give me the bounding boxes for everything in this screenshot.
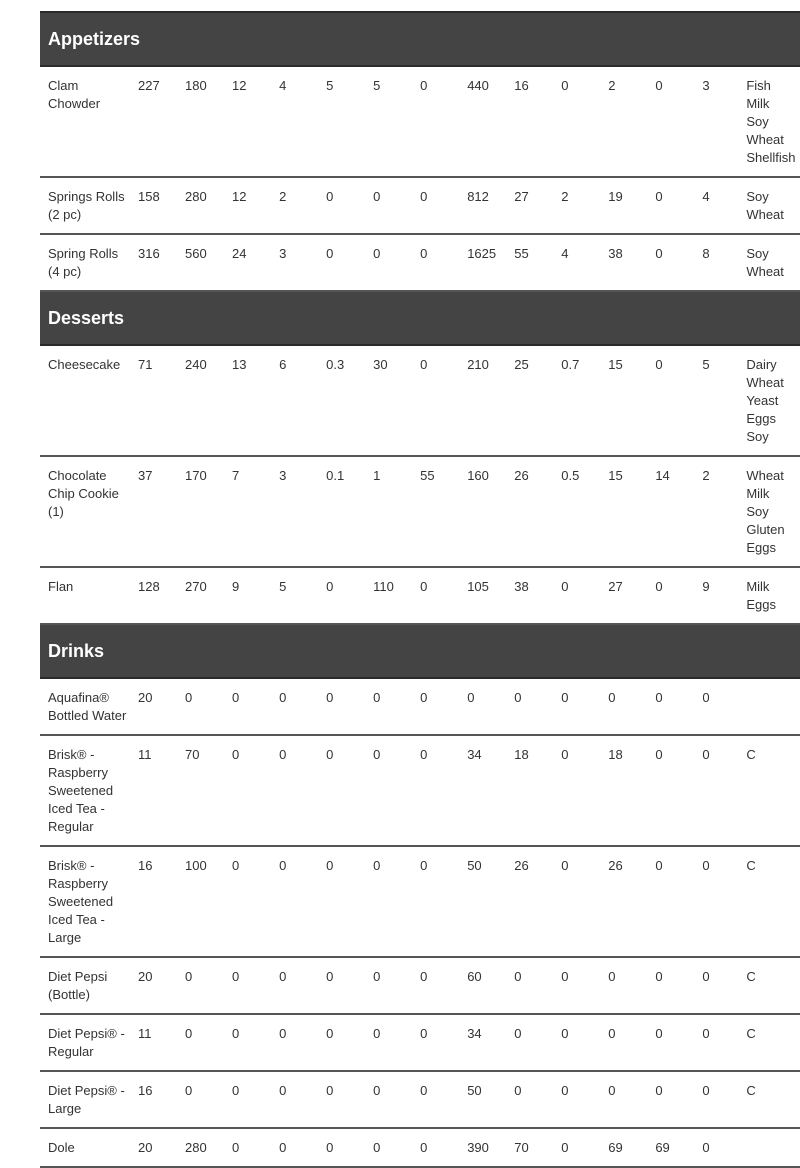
nutrient-value-cell: 0 (177, 957, 224, 1014)
nutrient-value-cell: 0 (318, 1071, 365, 1128)
nutrient-value-cell: 0 (506, 678, 553, 735)
nutrient-value-cell: 0 (600, 678, 647, 735)
nutrient-value-cell: 0 (365, 1128, 412, 1167)
nutrient-value-cell: 0 (647, 345, 694, 456)
item-name-cell: Flan (40, 567, 130, 624)
nutrient-value-cell: 0 (647, 957, 694, 1014)
nutrient-value-cell: 5 (271, 567, 318, 624)
nutrient-value-cell: 0 (694, 1128, 738, 1167)
allergen-cell: Fish Milk Soy Wheat Shellfish (738, 66, 800, 177)
nutrient-value-cell: 0 (553, 1071, 600, 1128)
section-title: Desserts (40, 291, 800, 345)
nutrient-value-cell: 0 (412, 1128, 459, 1167)
allergen-cell: Wheat Milk Soy Gluten Eggs (738, 456, 800, 567)
nutrient-value-cell: 0 (412, 234, 459, 291)
nutrient-value-cell: 9 (224, 567, 271, 624)
nutrient-value-cell: 50 (459, 1071, 506, 1128)
nutrient-value-cell: 0 (553, 735, 600, 846)
nutrient-value-cell: 37 (130, 456, 177, 567)
nutrient-value-cell: 0 (271, 1014, 318, 1071)
nutrient-value-cell: 240 (177, 345, 224, 456)
allergen-cell: Milk Eggs (738, 567, 800, 624)
nutrient-value-cell: 0 (318, 735, 365, 846)
nutrient-value-cell: 8 (694, 234, 738, 291)
nutrient-value-cell: 0 (224, 1014, 271, 1071)
nutrient-value-cell: 0 (553, 957, 600, 1014)
allergen-cell: C (738, 1014, 800, 1071)
nutrient-value-cell: 0 (224, 1071, 271, 1128)
allergen-cell: C (738, 1071, 800, 1128)
nutrient-value-cell: 71 (130, 345, 177, 456)
nutrient-value-cell: 0 (365, 846, 412, 957)
nutrient-value-cell: 69 (600, 1128, 647, 1167)
nutrient-value-cell: 0 (506, 1071, 553, 1128)
nutrient-value-cell: 0 (318, 234, 365, 291)
nutrient-value-cell: 0 (318, 846, 365, 957)
allergen-cell (738, 678, 800, 735)
nutrient-value-cell: 26 (600, 846, 647, 957)
nutrient-value-cell: 0 (553, 1128, 600, 1167)
nutrient-value-cell: 0 (412, 345, 459, 456)
nutrient-value-cell: 0 (412, 1014, 459, 1071)
nutrient-value-cell: 69 (647, 1128, 694, 1167)
nutrient-value-cell: 0 (365, 735, 412, 846)
nutrient-value-cell: 160 (459, 456, 506, 567)
nutrient-value-cell: 25 (506, 345, 553, 456)
item-name-cell: Clam Chowder (40, 66, 130, 177)
nutrient-value-cell: 20 (130, 678, 177, 735)
nutrient-value-cell: 0 (365, 1071, 412, 1128)
nutrient-value-cell: 30 (365, 345, 412, 456)
nutrition-table-viewport (40, 11, 796, 1168)
allergen-cell: Dairy Wheat Yeast Eggs Soy (738, 345, 800, 456)
nutrient-value-cell: 0 (224, 1128, 271, 1167)
nutrient-value-cell: 34 (459, 1014, 506, 1071)
table-row (40, 66, 800, 177)
nutrition-table (40, 11, 800, 1168)
nutrient-value-cell: 0 (412, 177, 459, 234)
nutrient-value-cell: 0 (647, 678, 694, 735)
allergen-cell: Soy Wheat (738, 234, 800, 291)
nutrient-value-cell: 0 (271, 1071, 318, 1128)
nutrient-value-cell: 560 (177, 234, 224, 291)
nutrient-value-cell: 280 (177, 177, 224, 234)
nutrient-value-cell: 70 (506, 1128, 553, 1167)
nutrient-value-cell: 440 (459, 66, 506, 177)
nutrient-value-cell: 2 (271, 177, 318, 234)
nutrient-value-cell: 3 (271, 456, 318, 567)
section-title: Drinks (40, 624, 800, 678)
nutrient-value-cell: 12 (224, 177, 271, 234)
table-row (40, 234, 800, 291)
nutrient-value-cell: 0 (271, 678, 318, 735)
nutrient-value-cell: 812 (459, 177, 506, 234)
nutrient-value-cell: 0 (412, 957, 459, 1014)
nutrient-value-cell: 0 (365, 678, 412, 735)
nutrient-value-cell: 0 (553, 66, 600, 177)
nutrient-value-cell: 38 (506, 567, 553, 624)
nutrient-value-cell: 0 (647, 1071, 694, 1128)
nutrient-value-cell: 20 (130, 957, 177, 1014)
nutrient-value-cell: 4 (553, 234, 600, 291)
nutrient-value-cell: 20 (130, 1128, 177, 1167)
table-row (40, 177, 800, 234)
nutrient-value-cell: 0 (412, 735, 459, 846)
nutrient-value-cell: 227 (130, 66, 177, 177)
nutrient-value-cell: 100 (177, 846, 224, 957)
nutrient-value-cell: 0.7 (553, 345, 600, 456)
nutrient-value-cell: 6 (271, 345, 318, 456)
nutrient-value-cell: 15 (600, 345, 647, 456)
nutrient-value-cell: 0 (318, 1014, 365, 1071)
nutrient-value-cell: 0 (318, 678, 365, 735)
nutrient-value-cell: 1625 (459, 234, 506, 291)
table-row (40, 567, 800, 624)
table-row (40, 957, 800, 1014)
nutrient-value-cell: 0 (271, 846, 318, 957)
nutrient-value-cell: 34 (459, 735, 506, 846)
allergen-cell: C (738, 957, 800, 1014)
nutrient-value-cell: 70 (177, 735, 224, 846)
item-name-cell: Dole (40, 1128, 130, 1167)
nutrient-value-cell: 55 (506, 234, 553, 291)
item-name-cell: Brisk® - Raspberry Sweetened Iced Tea - Regular (40, 735, 130, 846)
nutrient-value-cell: 0 (271, 957, 318, 1014)
section-title: Appetizers (40, 12, 800, 66)
table-row (40, 1071, 800, 1128)
table-row (40, 1014, 800, 1071)
nutrient-value-cell: 0 (694, 678, 738, 735)
table-row (40, 1128, 800, 1167)
table-row (40, 456, 800, 567)
nutrient-value-cell: 2 (600, 66, 647, 177)
nutrient-value-cell: 50 (459, 846, 506, 957)
nutrient-value-cell: 0 (412, 678, 459, 735)
nutrient-value-cell: 11 (130, 735, 177, 846)
nutrient-value-cell: 16 (506, 66, 553, 177)
nutrient-value-cell: 26 (506, 846, 553, 957)
nutrient-value-cell: 1 (365, 456, 412, 567)
nutrient-value-cell: 0 (177, 1014, 224, 1071)
nutrient-value-cell: 3 (694, 66, 738, 177)
nutrient-value-cell: 18 (506, 735, 553, 846)
allergen-cell: C (738, 846, 800, 957)
nutrient-value-cell: 0 (318, 1128, 365, 1167)
nutrient-value-cell: 26 (506, 456, 553, 567)
nutrient-value-cell: 19 (600, 177, 647, 234)
nutrient-value-cell: 316 (130, 234, 177, 291)
nutrient-value-cell: 0 (647, 735, 694, 846)
nutrient-value-cell: 4 (271, 66, 318, 177)
nutrient-value-cell: 170 (177, 456, 224, 567)
nutrient-value-cell: 0 (647, 1014, 694, 1071)
nutrient-value-cell: 55 (412, 456, 459, 567)
nutrient-value-cell: 5 (694, 345, 738, 456)
section-header-row (40, 291, 800, 345)
section-header-row (40, 12, 800, 66)
nutrient-value-cell: 0 (647, 846, 694, 957)
nutrient-value-cell: 0 (412, 846, 459, 957)
nutrient-value-cell: 0 (647, 567, 694, 624)
item-name-cell: Diet Pepsi (Bottle) (40, 957, 130, 1014)
nutrient-value-cell: 14 (647, 456, 694, 567)
nutrient-value-cell: 0 (177, 1071, 224, 1128)
nutrient-value-cell: 0 (694, 957, 738, 1014)
nutrient-value-cell: 0.3 (318, 345, 365, 456)
nutrient-value-cell: 0 (459, 678, 506, 735)
nutrient-value-cell: 0 (553, 846, 600, 957)
nutrient-value-cell: 110 (365, 567, 412, 624)
nutrient-value-cell: 16 (130, 846, 177, 957)
item-name-cell: Aquafina® Bottled Water (40, 678, 130, 735)
nutrient-value-cell: 0 (365, 234, 412, 291)
nutrient-value-cell: 0 (318, 957, 365, 1014)
nutrient-value-cell: 0 (553, 1014, 600, 1071)
nutrient-value-cell: 0 (694, 735, 738, 846)
item-name-cell: Springs Rolls (2 pc) (40, 177, 130, 234)
nutrient-value-cell: 0 (600, 957, 647, 1014)
item-name-cell: Brisk® - Raspberry Sweetened Iced Tea - Large (40, 846, 130, 957)
nutrient-value-cell: 15 (600, 456, 647, 567)
nutrient-value-cell: 27 (506, 177, 553, 234)
table-row (40, 846, 800, 957)
nutrient-value-cell: 0 (506, 957, 553, 1014)
nutrient-value-cell: 5 (365, 66, 412, 177)
nutrient-value-cell: 18 (600, 735, 647, 846)
nutrient-value-cell: 0 (600, 1071, 647, 1128)
allergen-cell: Soy Wheat (738, 177, 800, 234)
nutrient-value-cell: 60 (459, 957, 506, 1014)
table-row (40, 678, 800, 735)
nutrient-value-cell: 0 (412, 66, 459, 177)
allergen-cell (738, 1128, 800, 1167)
nutrient-value-cell: 4 (694, 177, 738, 234)
nutrient-value-cell: 0 (224, 957, 271, 1014)
nutrient-value-cell: 280 (177, 1128, 224, 1167)
nutrient-value-cell: 0 (224, 678, 271, 735)
nutrient-value-cell: 38 (600, 234, 647, 291)
nutrient-value-cell: 0.1 (318, 456, 365, 567)
nutrient-value-cell: 27 (600, 567, 647, 624)
nutrient-value-cell: 0 (600, 1014, 647, 1071)
nutrient-value-cell: 0 (365, 1014, 412, 1071)
nutrient-value-cell: 0.5 (553, 456, 600, 567)
nutrient-value-cell: 0 (271, 1128, 318, 1167)
nutrition-table-body (40, 12, 800, 1167)
nutrient-value-cell: 158 (130, 177, 177, 234)
nutrient-value-cell: 13 (224, 345, 271, 456)
nutrient-value-cell: 0 (647, 66, 694, 177)
table-row (40, 345, 800, 456)
item-name-cell: Diet Pepsi® - Large (40, 1071, 130, 1128)
nutrient-value-cell: 0 (224, 735, 271, 846)
item-name-cell: Cheesecake (40, 345, 130, 456)
nutrient-value-cell: 0 (271, 735, 318, 846)
nutrient-value-cell: 16 (130, 1071, 177, 1128)
nutrient-value-cell: 0 (318, 177, 365, 234)
nutrient-value-cell: 11 (130, 1014, 177, 1071)
section-header-row (40, 624, 800, 678)
nutrient-value-cell: 0 (365, 177, 412, 234)
nutrient-value-cell: 270 (177, 567, 224, 624)
nutrient-value-cell: 24 (224, 234, 271, 291)
nutrient-value-cell: 2 (694, 456, 738, 567)
nutrient-value-cell: 0 (647, 177, 694, 234)
nutrient-value-cell: 390 (459, 1128, 506, 1167)
nutrient-value-cell: 0 (506, 1014, 553, 1071)
nutrient-value-cell: 210 (459, 345, 506, 456)
nutrient-value-cell: 0 (177, 678, 224, 735)
nutrient-value-cell: 0 (318, 567, 365, 624)
nutrient-value-cell: 0 (553, 567, 600, 624)
nutrient-value-cell: 128 (130, 567, 177, 624)
nutrient-value-cell: 0 (412, 1071, 459, 1128)
item-name-cell: Chocolate Chip Cookie (1) (40, 456, 130, 567)
nutrient-value-cell: 0 (694, 1071, 738, 1128)
nutrient-value-cell: 5 (318, 66, 365, 177)
nutrient-value-cell: 9 (694, 567, 738, 624)
item-name-cell: Diet Pepsi® - Regular (40, 1014, 130, 1071)
allergen-cell: C (738, 735, 800, 846)
nutrient-value-cell: 0 (365, 957, 412, 1014)
nutrient-value-cell: 0 (412, 567, 459, 624)
item-name-cell: Spring Rolls (4 pc) (40, 234, 130, 291)
nutrient-value-cell: 0 (647, 234, 694, 291)
nutrient-value-cell: 180 (177, 66, 224, 177)
nutrient-value-cell: 12 (224, 66, 271, 177)
nutrient-value-cell: 0 (553, 678, 600, 735)
nutrient-value-cell: 3 (271, 234, 318, 291)
nutrient-value-cell: 7 (224, 456, 271, 567)
nutrient-value-cell: 0 (694, 846, 738, 957)
nutrient-value-cell: 105 (459, 567, 506, 624)
nutrient-value-cell: 0 (694, 1014, 738, 1071)
nutrient-value-cell: 0 (224, 846, 271, 957)
nutrient-value-cell: 2 (553, 177, 600, 234)
table-row (40, 735, 800, 846)
